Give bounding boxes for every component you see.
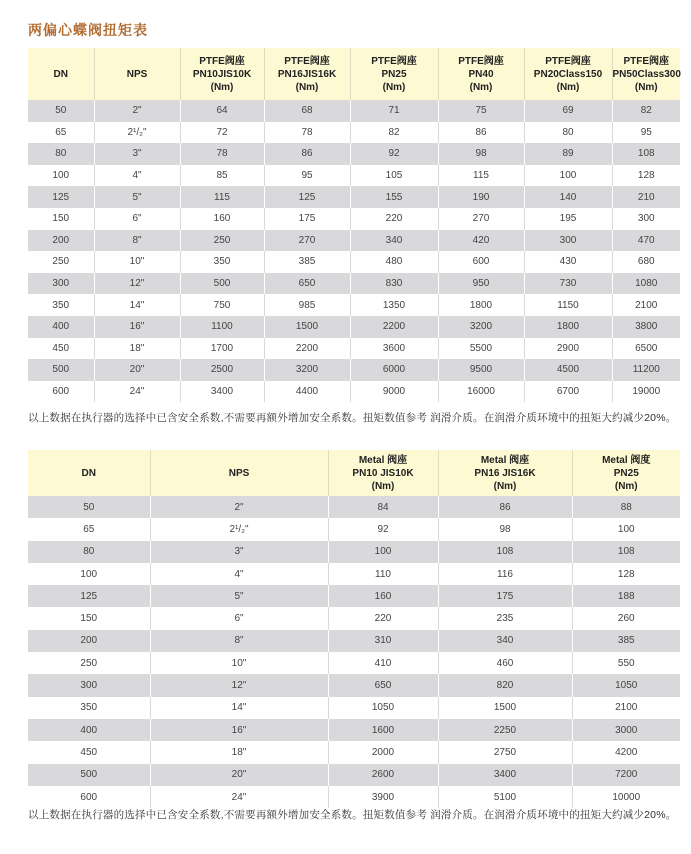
table-cell: 220 bbox=[350, 208, 438, 230]
table-cell: 175 bbox=[264, 208, 350, 230]
table-row bbox=[28, 674, 680, 696]
table-cell: 950 bbox=[438, 273, 524, 295]
table-cell: 108 bbox=[612, 143, 680, 165]
column-header: PTFE阀座 PN25 (Nm) bbox=[350, 48, 438, 100]
table-cell: 75 bbox=[438, 100, 524, 122]
table-cell: 18" bbox=[94, 338, 180, 360]
table-cell: 71 bbox=[350, 100, 438, 122]
table-cell: 220 bbox=[328, 607, 438, 629]
table-cell: 2900 bbox=[524, 338, 612, 360]
table-cell: 195 bbox=[524, 208, 612, 230]
table-row bbox=[28, 294, 680, 316]
table-cell: 2100 bbox=[572, 697, 680, 719]
table-row bbox=[28, 230, 680, 252]
table-cell: 350 bbox=[180, 251, 264, 273]
table-cell: 1600 bbox=[328, 719, 438, 741]
table-cell: 385 bbox=[572, 630, 680, 652]
table-cell: 64 bbox=[180, 100, 264, 122]
table-cell: 92 bbox=[328, 518, 438, 540]
table-cell: 3200 bbox=[438, 316, 524, 338]
table-cell: 8" bbox=[150, 630, 328, 652]
table-cell: 9000 bbox=[350, 381, 438, 403]
table-cell: 10000 bbox=[572, 786, 680, 808]
table-cell: 270 bbox=[264, 230, 350, 252]
table-cell: 385 bbox=[264, 251, 350, 273]
table-cell: 188 bbox=[572, 585, 680, 607]
table-cell: 80 bbox=[524, 122, 612, 144]
table-cell: 3400 bbox=[438, 764, 572, 786]
table-cell: 86 bbox=[438, 122, 524, 144]
table-cell: 16" bbox=[94, 316, 180, 338]
table-cell: 400 bbox=[28, 719, 150, 741]
table-cell: 7200 bbox=[572, 764, 680, 786]
table-cell: 1700 bbox=[180, 338, 264, 360]
table-row bbox=[28, 786, 680, 808]
table-cell: 82 bbox=[612, 100, 680, 122]
table-cell: 100 bbox=[572, 518, 680, 540]
column-header: PTFE阀座 PN40 (Nm) bbox=[438, 48, 524, 100]
table-row bbox=[28, 585, 680, 607]
table-cell: 3600 bbox=[350, 338, 438, 360]
table-cell: 350 bbox=[28, 294, 94, 316]
table-cell: 108 bbox=[572, 541, 680, 563]
table-cell: 10" bbox=[150, 652, 328, 674]
table-cell: 12" bbox=[150, 674, 328, 696]
table-cell: 16000 bbox=[438, 381, 524, 403]
table-cell: 140 bbox=[524, 186, 612, 208]
table-cell: 2600 bbox=[328, 764, 438, 786]
table-cell: 1150 bbox=[524, 294, 612, 316]
table-row bbox=[28, 652, 680, 674]
table-header-row bbox=[28, 48, 680, 100]
table-cell: 98 bbox=[438, 143, 524, 165]
table-cell: 730 bbox=[524, 273, 612, 295]
table-cell: 50 bbox=[28, 100, 94, 122]
table-row bbox=[28, 607, 680, 629]
table-cell: 4" bbox=[94, 165, 180, 187]
table-cell: 3400 bbox=[180, 381, 264, 403]
table-cell: 650 bbox=[264, 273, 350, 295]
table-cell: 86 bbox=[438, 496, 572, 518]
column-header: DN bbox=[28, 450, 150, 496]
table-cell: 85 bbox=[180, 165, 264, 187]
table-cell: 1500 bbox=[438, 697, 572, 719]
table-cell: 3" bbox=[94, 143, 180, 165]
table-cell: 86 bbox=[264, 143, 350, 165]
table-cell: 600 bbox=[438, 251, 524, 273]
table-cell: 12" bbox=[94, 273, 180, 295]
table-cell: 115 bbox=[180, 186, 264, 208]
column-header: Metal 阀座 PN10 JIS10K (Nm) bbox=[328, 450, 438, 496]
table-cell: 340 bbox=[438, 630, 572, 652]
table-cell: 24" bbox=[150, 786, 328, 808]
table-cell: 4500 bbox=[524, 359, 612, 381]
table-cell: 1050 bbox=[328, 697, 438, 719]
table-cell: 4400 bbox=[264, 381, 350, 403]
table-cell: 82 bbox=[350, 122, 438, 144]
table-cell: 2" bbox=[94, 100, 180, 122]
table-cell: 6" bbox=[94, 208, 180, 230]
table-cell: 300 bbox=[28, 674, 150, 696]
table-cell: 820 bbox=[438, 674, 572, 696]
table-cell: 350 bbox=[28, 697, 150, 719]
table-cell: 80 bbox=[28, 541, 150, 563]
table-cell: 116 bbox=[438, 563, 572, 585]
table-cell: 3200 bbox=[264, 359, 350, 381]
table-cell: 9500 bbox=[438, 359, 524, 381]
column-header: PTFE阀座 PN50Class300 (Nm) bbox=[612, 48, 680, 100]
table-cell: 420 bbox=[438, 230, 524, 252]
table-cell: 480 bbox=[350, 251, 438, 273]
table-cell: 1500 bbox=[264, 316, 350, 338]
table-cell: 2200 bbox=[350, 316, 438, 338]
table-cell: 128 bbox=[612, 165, 680, 187]
table-cell: 72 bbox=[180, 122, 264, 144]
table-cell: 470 bbox=[612, 230, 680, 252]
table-cell: 400 bbox=[28, 316, 94, 338]
table-cell: 100 bbox=[328, 541, 438, 563]
table-cell: 460 bbox=[438, 652, 572, 674]
table-row bbox=[28, 496, 680, 518]
table-cell: 11200 bbox=[612, 359, 680, 381]
table-cell: 300 bbox=[28, 273, 94, 295]
table-cell: 250 bbox=[28, 251, 94, 273]
table-cell: 680 bbox=[612, 251, 680, 273]
table-cell: 260 bbox=[572, 607, 680, 629]
table-cell: 65 bbox=[28, 518, 150, 540]
page-title: 两偏心蝶阀扭矩表 bbox=[28, 22, 148, 38]
table-cell: 175 bbox=[438, 585, 572, 607]
table-row bbox=[28, 100, 680, 122]
table-cell: 5" bbox=[150, 585, 328, 607]
table-cell: 250 bbox=[180, 230, 264, 252]
table-cell: 10" bbox=[94, 251, 180, 273]
table-cell: 450 bbox=[28, 741, 150, 763]
table-cell: 5500 bbox=[438, 338, 524, 360]
column-header: NPS bbox=[94, 48, 180, 100]
table-cell: 6500 bbox=[612, 338, 680, 360]
table-cell: 155 bbox=[350, 186, 438, 208]
table-cell: 8" bbox=[94, 230, 180, 252]
table-cell: 2¹/₂" bbox=[150, 518, 328, 540]
table-row bbox=[28, 764, 680, 786]
table-cell: 2" bbox=[150, 496, 328, 518]
table-row bbox=[28, 165, 680, 187]
table-cell: 18" bbox=[150, 741, 328, 763]
table-cell: 1050 bbox=[572, 674, 680, 696]
table-cell: 3000 bbox=[572, 719, 680, 741]
table-cell: 6700 bbox=[524, 381, 612, 403]
table-row bbox=[28, 381, 680, 403]
table-cell: 20" bbox=[150, 764, 328, 786]
table-cell: 24" bbox=[94, 381, 180, 403]
table-cell: 65 bbox=[28, 122, 94, 144]
table-cell: 100 bbox=[28, 165, 94, 187]
table-cell: 300 bbox=[612, 208, 680, 230]
table-cell: 69 bbox=[524, 100, 612, 122]
table-cell: 200 bbox=[28, 230, 94, 252]
table-cell: 150 bbox=[28, 607, 150, 629]
table-cell: 110 bbox=[328, 563, 438, 585]
table-cell: 50 bbox=[28, 496, 150, 518]
table-cell: 14" bbox=[150, 697, 328, 719]
table-row bbox=[28, 186, 680, 208]
table-row bbox=[28, 316, 680, 338]
table-cell: 500 bbox=[180, 273, 264, 295]
table-cell: 6000 bbox=[350, 359, 438, 381]
table-cell: 108 bbox=[438, 541, 572, 563]
table-cell: 985 bbox=[264, 294, 350, 316]
table-cell: 340 bbox=[350, 230, 438, 252]
table-cell: 830 bbox=[350, 273, 438, 295]
ptfe-seat-torque-table bbox=[28, 48, 680, 402]
table-cell: 1100 bbox=[180, 316, 264, 338]
table-cell: 160 bbox=[180, 208, 264, 230]
table-row bbox=[28, 273, 680, 295]
table-cell: 2100 bbox=[612, 294, 680, 316]
table-cell: 16" bbox=[150, 719, 328, 741]
table-cell: 2000 bbox=[328, 741, 438, 763]
table-cell: 20" bbox=[94, 359, 180, 381]
table-cell: 500 bbox=[28, 359, 94, 381]
table-cell: 3800 bbox=[612, 316, 680, 338]
table-row bbox=[28, 251, 680, 273]
table-cell: 410 bbox=[328, 652, 438, 674]
table-row bbox=[28, 741, 680, 763]
table-cell: 500 bbox=[28, 764, 150, 786]
table-cell: 600 bbox=[28, 786, 150, 808]
table-cell: 5" bbox=[94, 186, 180, 208]
table-row bbox=[28, 518, 680, 540]
table-cell: 5100 bbox=[438, 786, 572, 808]
table-header-row bbox=[28, 450, 680, 496]
table-cell: 2750 bbox=[438, 741, 572, 763]
table-cell: 78 bbox=[264, 122, 350, 144]
table-cell: 210 bbox=[612, 186, 680, 208]
table-cell: 1800 bbox=[524, 316, 612, 338]
table-cell: 600 bbox=[28, 381, 94, 403]
table-cell: 125 bbox=[28, 186, 94, 208]
table-cell: 125 bbox=[264, 186, 350, 208]
table-cell: 125 bbox=[28, 585, 150, 607]
table-note: 以上数据在执行器的选择中已含安全系数,不需要再额外增加安全系数。扭矩数值参考 润滑介质。在润滑介质环境中的扭矩大约减少20%。 bbox=[28, 809, 677, 821]
table-cell: 300 bbox=[524, 230, 612, 252]
table-cell: 310 bbox=[328, 630, 438, 652]
table-row bbox=[28, 143, 680, 165]
table-cell: 1350 bbox=[350, 294, 438, 316]
table-cell: 2¹/₂" bbox=[94, 122, 180, 144]
table-cell: 450 bbox=[28, 338, 94, 360]
table-row bbox=[28, 630, 680, 652]
table-cell: 4" bbox=[150, 563, 328, 585]
table-cell: 100 bbox=[524, 165, 612, 187]
table-row bbox=[28, 359, 680, 381]
table-cell: 250 bbox=[28, 652, 150, 674]
column-header: NPS bbox=[150, 450, 328, 496]
table-row bbox=[28, 122, 680, 144]
table-cell: 84 bbox=[328, 496, 438, 518]
column-header: Metal 阀座 PN16 JIS16K (Nm) bbox=[438, 450, 572, 496]
table-cell: 68 bbox=[264, 100, 350, 122]
table-cell: 2500 bbox=[180, 359, 264, 381]
table-row bbox=[28, 208, 680, 230]
table-cell: 6" bbox=[150, 607, 328, 629]
table-cell: 89 bbox=[524, 143, 612, 165]
table-cell: 2200 bbox=[264, 338, 350, 360]
column-header: PTFE阀座 PN10JIS10K (Nm) bbox=[180, 48, 264, 100]
table-row bbox=[28, 563, 680, 585]
table-cell: 3900 bbox=[328, 786, 438, 808]
table-cell: 190 bbox=[438, 186, 524, 208]
metal-seat-torque-table bbox=[28, 450, 680, 808]
table-cell: 1080 bbox=[612, 273, 680, 295]
table-cell: 88 bbox=[572, 496, 680, 518]
table-row bbox=[28, 338, 680, 360]
table-cell: 80 bbox=[28, 143, 94, 165]
table-cell: 95 bbox=[264, 165, 350, 187]
table-cell: 100 bbox=[28, 563, 150, 585]
table-cell: 115 bbox=[438, 165, 524, 187]
column-header: PTFE阀座 PN16JIS16K (Nm) bbox=[264, 48, 350, 100]
column-header: PTFE阀座 PN20Class150 (Nm) bbox=[524, 48, 612, 100]
table-cell: 98 bbox=[438, 518, 572, 540]
table-cell: 2250 bbox=[438, 719, 572, 741]
table-cell: 650 bbox=[328, 674, 438, 696]
table-cell: 14" bbox=[94, 294, 180, 316]
table-cell: 19000 bbox=[612, 381, 680, 403]
table-cell: 270 bbox=[438, 208, 524, 230]
table-cell: 200 bbox=[28, 630, 150, 652]
column-header: DN bbox=[28, 48, 94, 100]
table-cell: 235 bbox=[438, 607, 572, 629]
table-note: 以上数据在执行器的选择中已含安全系数,不需要再额外增加安全系数。扭矩数值参考 润滑介质。在润滑介质环境中的扭矩大约减少20%。 bbox=[28, 412, 677, 424]
table-row bbox=[28, 697, 680, 719]
table-cell: 150 bbox=[28, 208, 94, 230]
table-row bbox=[28, 719, 680, 741]
table-body bbox=[28, 100, 680, 402]
table-body bbox=[28, 496, 680, 808]
table-cell: 78 bbox=[180, 143, 264, 165]
table-cell: 1800 bbox=[438, 294, 524, 316]
table-cell: 3" bbox=[150, 541, 328, 563]
table-row bbox=[28, 541, 680, 563]
column-header: Metal 阀度 PN25 (Nm) bbox=[572, 450, 680, 496]
table-cell: 430 bbox=[524, 251, 612, 273]
table-cell: 4200 bbox=[572, 741, 680, 763]
table-cell: 160 bbox=[328, 585, 438, 607]
table-cell: 550 bbox=[572, 652, 680, 674]
table-cell: 92 bbox=[350, 143, 438, 165]
table-cell: 128 bbox=[572, 563, 680, 585]
table-cell: 105 bbox=[350, 165, 438, 187]
table-cell: 750 bbox=[180, 294, 264, 316]
table-cell: 95 bbox=[612, 122, 680, 144]
